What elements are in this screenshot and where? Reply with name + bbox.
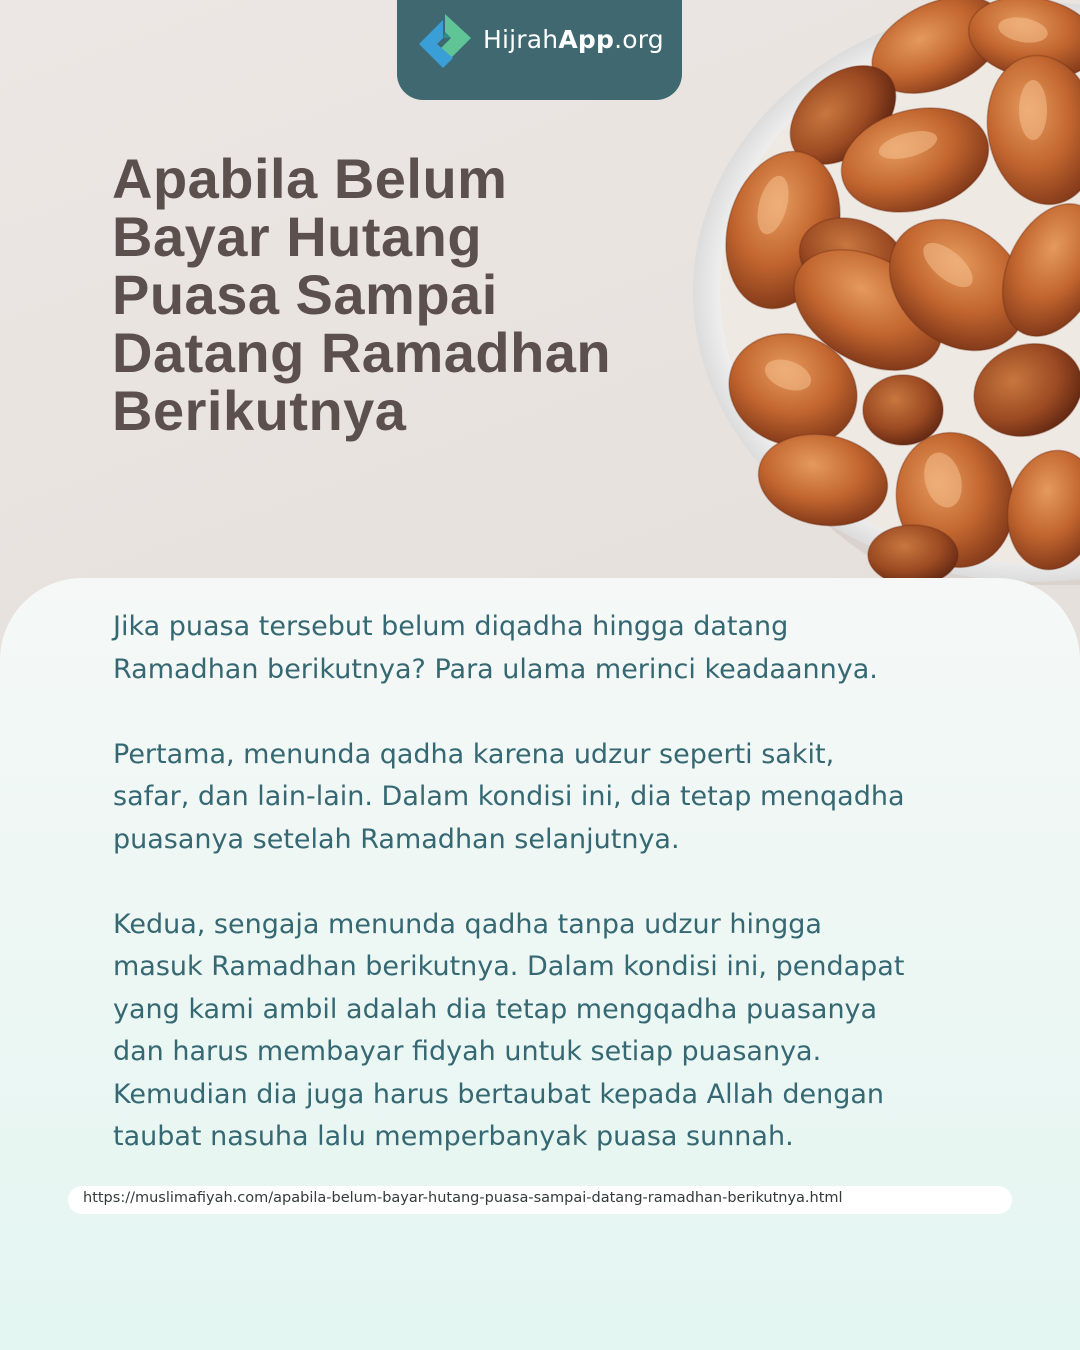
body-line: masuk Ramadhan berikutnya. Dalam kondisi ini, pendapat bbox=[113, 951, 905, 982]
logo-tab[interactable] bbox=[397, 0, 682, 100]
body-line: puasanya setelah Ramadhan selanjutnya. bbox=[113, 823, 680, 855]
body-line: Kemudian dia juga harus bertaubat kepada Allah dengan bbox=[113, 1078, 884, 1110]
dates-bowl-image bbox=[693, 0, 1080, 585]
body-line: Jika puasa tersebut belum diqadha hingga datang bbox=[113, 611, 789, 642]
logo-bold: App bbox=[558, 25, 615, 54]
body-line: safar, dan lain-lain. Dalam kondisi ini, dia tetap menqadha bbox=[113, 781, 905, 812]
body-line: Kedua, sengaja menunda qadha tanpa udzur hingga bbox=[113, 908, 822, 940]
title-line: Datang Ramadhan bbox=[112, 321, 612, 384]
body-line: taubat nasuha lalu memperbanyak puasa sunnah. bbox=[113, 1121, 794, 1152]
logo-wordmark bbox=[483, 25, 664, 54]
logo-prefix: Hijrah bbox=[483, 25, 559, 54]
logo-suffix: .org bbox=[614, 25, 664, 54]
title-line: Bayar Hutang bbox=[112, 205, 483, 268]
hijrahapp-logo-icon bbox=[415, 10, 475, 72]
source-url-link[interactable]: https://muslimafiyah.com/apabila-belum-bayar-hutang-puasa-sampai-datang-ramadhan-berikutnya.html bbox=[83, 1190, 843, 1206]
title-line: Puasa Sampai bbox=[112, 263, 498, 326]
paragraph-intro bbox=[113, 606, 993, 691]
body-line: yang kami ambil adalah dia tetap mengqadha puasanya bbox=[113, 993, 878, 1025]
article-body bbox=[113, 606, 993, 1159]
body-line: Ramadhan berikutnya? Para ulama merinci keadaannya. bbox=[113, 653, 878, 685]
paragraph-pertama bbox=[113, 734, 993, 862]
paragraph-kedua bbox=[113, 904, 993, 1159]
title-line: Apabila Belum bbox=[112, 147, 508, 210]
body-line: Pertama, menunda qadha karena udzur seperti sakit, bbox=[113, 738, 835, 770]
title-line: Berikutnya bbox=[112, 379, 407, 442]
body-line: dan harus membayar fidyah untuk setiap puasanya. bbox=[113, 1036, 822, 1067]
page-title bbox=[112, 147, 672, 442]
